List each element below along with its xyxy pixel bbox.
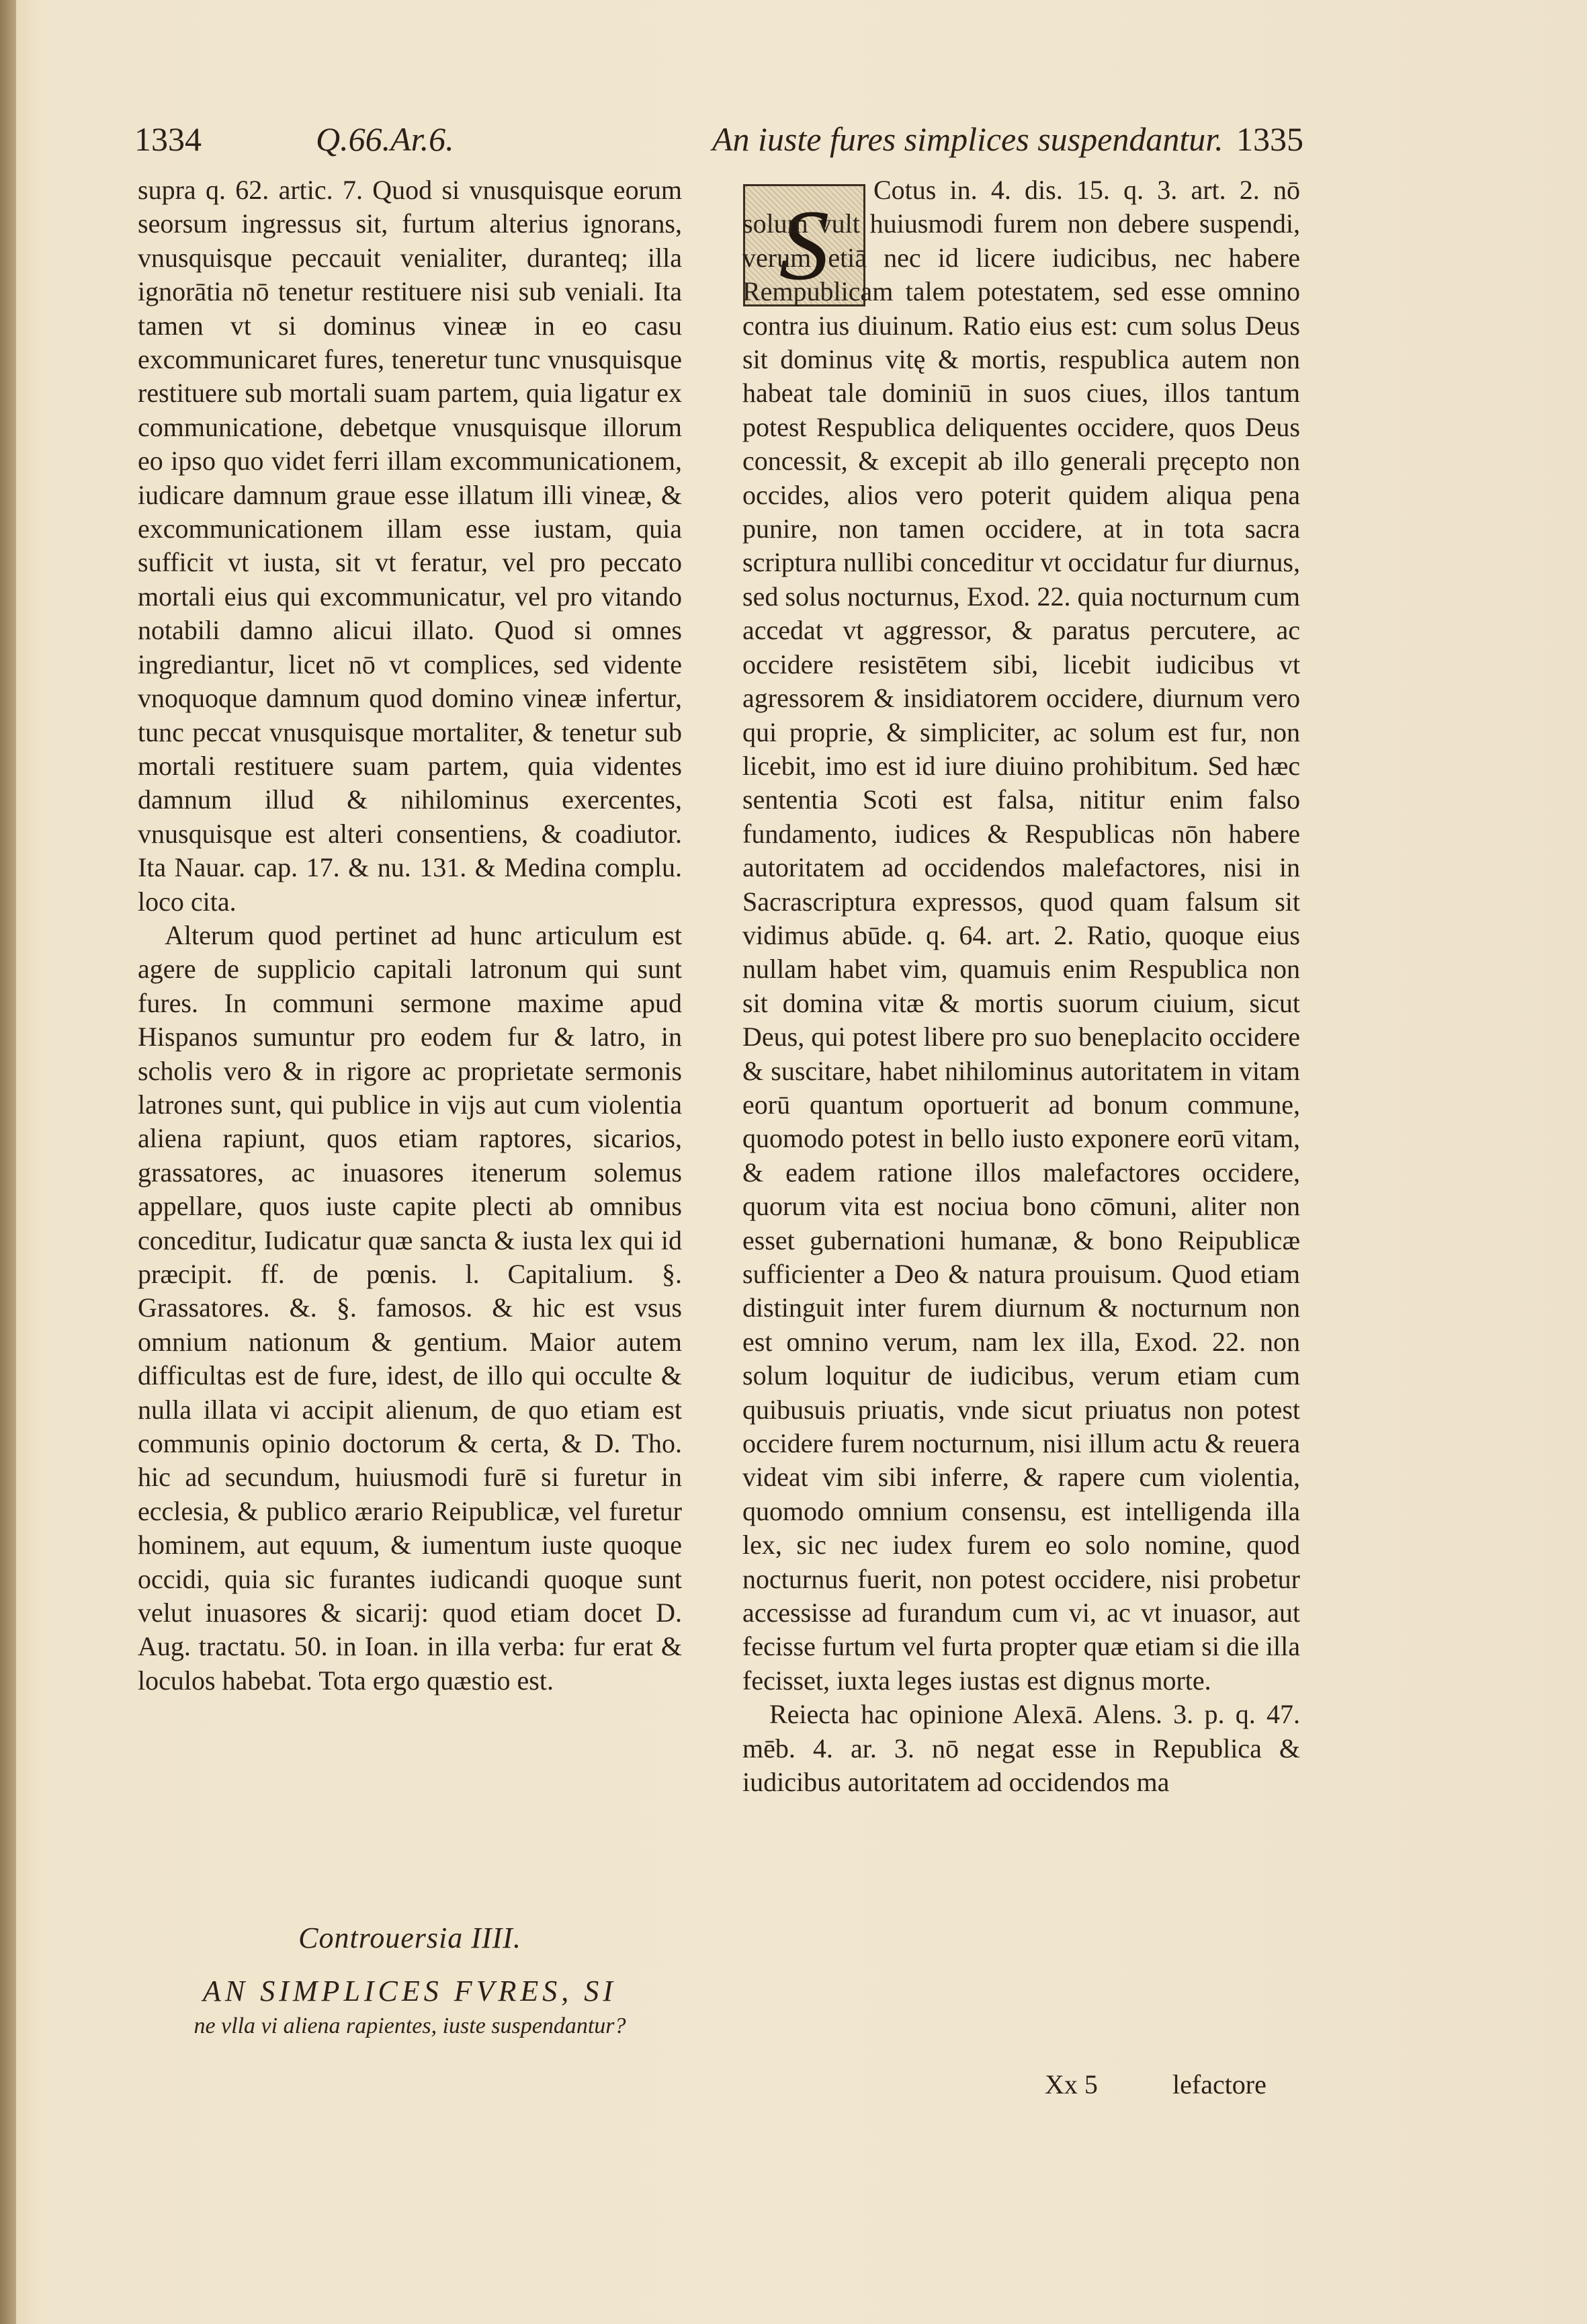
left-paragraph-1: supra q. 62. artic. 7. Quod si vnusquisque eorum seorsum ingressus sit, furtum alterius ignorans, vnusquisque peccauit venialiter, duranteq; illa ignorātia nō tenetur restituere nisi sub veniali. Ita tamen vt si dominus vineæ in eo casu excommunicaret fures, teneretur tunc vnusquisque restituere sub mortali suam partem, quia ligatur ex communicatione, debetque vnusquisque illorum eo ipso quo videt ferri illam excommunicationem, iudicare damnum graue esse illatum illi vineæ, & excommunicationem illam esse iustam, quia sufficit vt iusta, sit vt feratur, vel pro peccato mortali eius qui excommunicatur, vel pro vitando notabili damno alicui illato. Quod si omnes ingrediantur, licet nō vt complices, sed vidente vnoquoque damnum quod domino vineæ infertur, tunc peccat vnusquisque mortaliter, & tenetur sub mortali restituere suam partem, quia videntes damnum illud & nihilominus exercentes, vnusquisque est alteri consentiens, & coadiutor. Ita Nauar. cap. 17. & nu. 131. & Medina complu. loco cita. bbox=[138, 175, 682, 917]
right-running-title: An iuste fures simplices suspendantur. bbox=[712, 120, 1224, 158]
controuersia-heading: Controuersia IIII. bbox=[298, 1921, 521, 1954]
right-page-number: 1335 bbox=[1236, 120, 1303, 158]
right-paragraph-1: Cotus in. 4. dis. 15. q. 3. art. 2. nō solum vult huiusmodi furem non debere suspendi, verum etiā nec id licere iudicibus, nec habere Rempublicam talem potestatem, sed esse omnino contra ius diuinum. Ratio eius est: cum solus Deus sit dominus vitę & mortis, respublica autem non habeat tale dominiū in suos ciues, illos tantum potest Respublica deliquentes occidere, quos Deus concessit, & excepit ab illo generali pręcepto non occides, alios vero poterit quidem aliqua pena punire, non tamen occidere, at in tota sacra scriptura nullibi conceditur vt occidatur fur diurnus, sed solus nocturnus, Exod. 22. quia nocturnum cum accedat vt aggressor, & paratus percutere, ac occidere resistētem sibi, licebit iudicibus vt agressorem & insidiatorem occidere, diurnum vero qui proprie, & simpliciter, ac solum est fur, non licebit, imo est id iure diuino prohibitum. Sed hæc sententia Scoti est falsa, nititur enim falso fundamento, iudices & Respublicas nōn habere autoritatem ad occidendos malefactores, nisi in Sacrascriptura expressos, quod quam falsum sit vidimus abūde. q. 64. art. 2. Ratio, quoque eius nullam habet vim, quamuis enim Respublica non sit domina vitæ & mortis suorum ciuium, sicut Deus, qui potest libere pro suo beneplacito occidere & suscitare, habet nihilominus autoritatem in vitam eorū quantum oportuerit ad bonum commune, quomodo potest in bello iusto exponere eorū vitam, & eadem ratione illos malefactores occidere, quorum vita est nociua bono cōmuni, aliter non esset gubernationi humanæ, & bono Reipublicæ sufficienter a Deo & natura prouisum. Quod etiam distinguit inter furem diurnum & nocturnum non est omnino verum, nam lex illa, Exod. 22. non solum loquitur de iudicibus, verum etiam cum quibusuis priuatis, vnde sicut priuatus non potest occidere furem nocturnum, nisi illum actu & reuera videat vim sibi inferre, & rapere cum violentia, quomodo omnium consensu, est intelligenda illa lex, sic nec iudex furem eo solo nomine, quod nocturnus fuerit, non potest occidere, nisi probetur accessisse ad furandum cum vi, ac vt inuasor, aut fecisse furtum vel furta propter quæ etiam si die illa fecisset, iuxta leges iustas est dignus morte. bbox=[742, 175, 1300, 1696]
left-text-column bbox=[138, 173, 682, 1698]
quaestio-heading bbox=[138, 1973, 682, 2042]
quaestio-rest: ne vlla vi aliena rapientes, iuste suspendantur? bbox=[194, 2014, 626, 2038]
signature-mark: Xx 5 bbox=[1045, 2069, 1098, 2100]
initial-letter: S bbox=[745, 186, 863, 304]
left-running-title: Q.66.Ar.6. bbox=[316, 120, 454, 158]
catchword: lefactore bbox=[1172, 2069, 1267, 2100]
facing-page-bleed-marks bbox=[3, 121, 13, 2003]
running-head bbox=[134, 120, 1303, 167]
quaestio-caps-line: AN SIMPLICES FVRES, SI bbox=[203, 1975, 617, 2007]
right-paragraph-2: Reiecta hac opinione Alexā. Alens. 3. p. q. 47. mēb. 4. ar. 3. nō negat esse in Republica & iudicibus autoritatem ad occidendos ma bbox=[742, 1699, 1300, 1798]
right-text-column bbox=[742, 173, 1300, 1800]
left-paragraph-2: Alterum quod pertinet ad hunc articulum est agere de supplicio capitali latronum qui sunt fures. In communi sermone maxime apud Hispanos sumuntur pro eodem fur & latro, in scholis vero & in rigore ac proprietate sermonis latrones sunt, qui publice in vijs aut cum violentia aliena rapiunt, quos etiam raptores, sicarios, grassatores, ac inuasores itenerum solemus appellare, quos iuste capite plecti ab omnibus conceditur, Iudicatur quæ sancta & iusta lex qui id præcipit. ff. de pœnis. l. Capitalium. §. Grassatores. &. §. famosos. & hic est vsus omnium nationum & gentium. Maior autem difficultas est de fure, idest, de illo qui occulte & nulla illata vi accipit alienum, de quo etiam est communis opinio doctorum & certa, & D. Tho. hic ad secundum, huiusmodi furē si furetur in ecclesia, & publico ærario Reipublicæ, vel furetur hominem, aut equum, & iumentum iuste quoque occidi, quia sic furantes iudicandi quoque sunt velut inuasores & sicarij: quod etiam docet D. Aug. tractatu. 50. in Ioan. in illa verba: fur erat & loculos habebat. Tota ergo quæstio est. bbox=[138, 919, 682, 1696]
left-page-number: 1334 bbox=[134, 120, 202, 158]
